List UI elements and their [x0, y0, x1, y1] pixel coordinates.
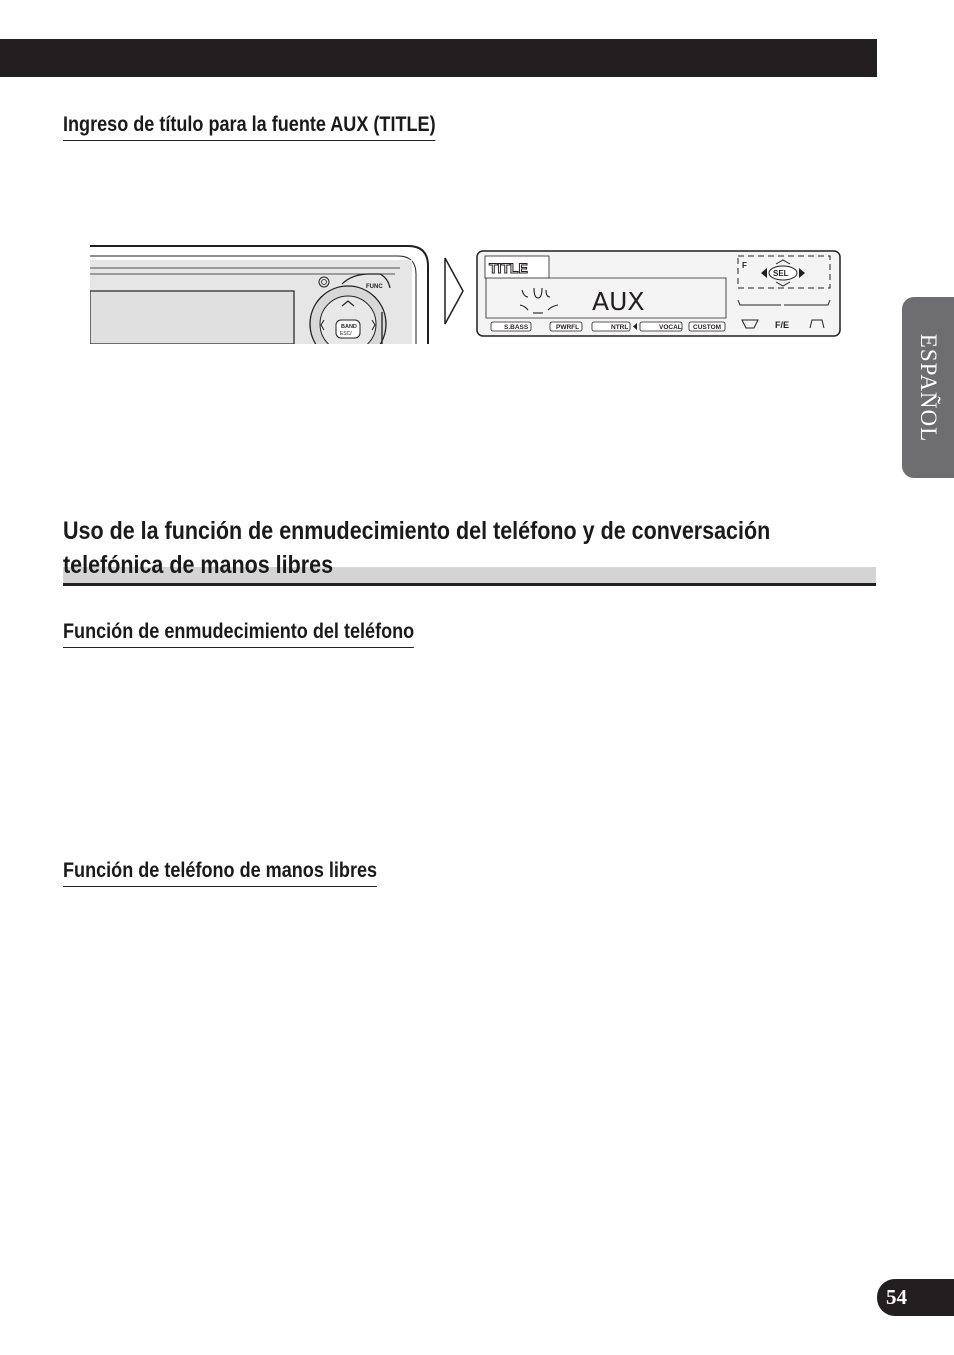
heading-handsfree-function: Función de teléfono de manos libres — [63, 859, 377, 887]
eq-preset-pwrfl: PWRFL — [556, 324, 580, 331]
func-label: FUNC — [366, 284, 383, 290]
arrow-right-icon — [443, 256, 467, 326]
language-tab — [902, 297, 954, 478]
heading-mute-function: Función de enmudecimiento del teléfono — [63, 620, 414, 648]
esc-label: ESC/ — [340, 331, 352, 337]
section-heading-line1: Uso de la función de enmudecimiento del teléfono y de conversación — [63, 517, 771, 545]
eq-preset-custom: CUSTOM — [693, 324, 722, 331]
eq-preset-sbass: S.BASS — [504, 324, 529, 331]
heading-title-input: Ingreso de título para la fuente AUX (TITLE) — [63, 113, 436, 141]
language-tab-label: ESPAÑOL — [916, 333, 941, 442]
page-number: 54 — [877, 1279, 954, 1316]
head-unit-illustration — [90, 244, 430, 344]
display-illustration — [476, 250, 842, 340]
band-label: BAND — [341, 324, 357, 330]
display-mode-label: TITLE — [489, 260, 528, 276]
display-source-text: AUX — [592, 287, 645, 316]
display-sel-label: SEL — [773, 269, 789, 278]
eq-preset-vocal: VOCAL — [659, 324, 682, 331]
header-bar — [0, 39, 877, 77]
display-fader-label: F/E — [775, 320, 790, 330]
eq-preset-bar — [491, 322, 725, 331]
eq-preset-ntrl: NTRL — [611, 324, 629, 331]
display-f-label: F — [742, 261, 747, 270]
section-heading-line2: telefónica de manos libres — [63, 551, 334, 579]
section-heading — [63, 514, 837, 582]
